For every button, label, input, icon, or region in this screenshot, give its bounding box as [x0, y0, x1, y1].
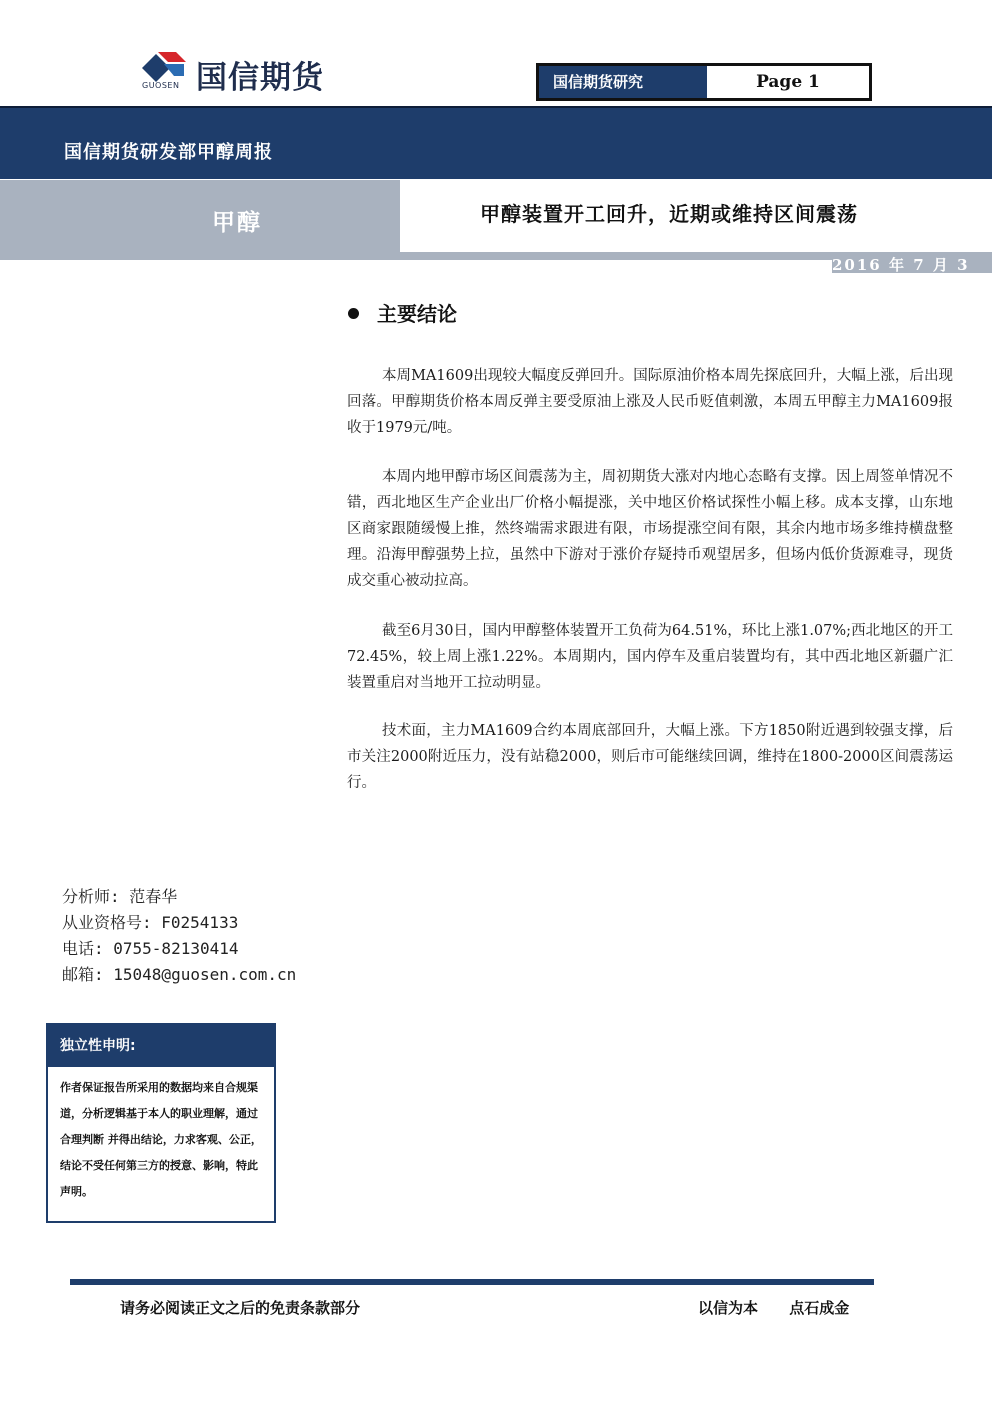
paragraph: 技术面，主力MA1609合约本周底部回升，大幅上涨。下方1850附近遇到较强支撑，后市关注2000附近压力，没有站稳2000，则后市可能继续回调，维持在1800-2000区间震荡运行。	[347, 723, 953, 791]
analyst-name: 分析师: 范春华	[62, 887, 178, 906]
paragraph: 本周MA1609出现较大幅度反弹回升。国际原油价格本周先探底回升，大幅上涨，后出现回落。甲醇期货价格本周反弹主要受原油上涨及人民币贬值刺激，本周五甲醇主力MA1609报收于1979元/吨。	[347, 368, 953, 436]
report-title: 国信期货研发部甲醇周报	[64, 142, 273, 163]
paragraph: 本周内地甲醇市场区间震荡为主，周初期货大涨对内地心态略有支撑。因上周签单情况不错，西北地区生产企业出厂价格小幅提涨，关中地区价格试探性小幅上移。成本支撑，山东地区商家跟随缓慢上推，然终端需求跟进有限，市场提涨空间有限，其余内地市场多维持横盘整理。沿海甲醇强势上拉，虽然中下游对于涨价存疑持币观望居多，但场内低价货源难寻，现货成交重心被动拉高。	[347, 469, 953, 589]
analyst-license: 从业资格号: F0254133	[62, 913, 239, 932]
independence-declaration	[46, 1023, 276, 1223]
logo-subtext: GUOSEN	[142, 81, 180, 90]
declaration-title: 独立性申明:	[48, 1025, 274, 1067]
paragraph: 截至6月30日，国内甲醇整体装置开工负荷为64.51%，环比上涨1.07%;西北地区的开工72.45%，较上周上涨1.22%。本周期内，国内停车及重启装置均有，其中西北地区新疆广汇装置重启对当地开工拉动明显。	[347, 623, 953, 691]
analyst-phone: 电话: 0755-82130414	[62, 939, 239, 958]
disclaimer-notice: 请务必阅读正文之后的免责条款部分	[120, 1299, 361, 1317]
page-number: Page 1	[756, 72, 820, 92]
research-label: 国信期货研究	[539, 66, 707, 98]
bullet-icon	[348, 308, 359, 319]
conclusion-heading-text: 主要结论	[377, 302, 457, 326]
analyst-info	[62, 884, 296, 988]
conclusion-heading	[348, 298, 457, 327]
date-tag	[832, 253, 992, 295]
report-banner	[0, 106, 992, 179]
logo-text: 国信期货	[196, 60, 324, 96]
analyst-email[interactable]: 邮箱: 15048@guosen.com.cn	[62, 965, 297, 984]
section-bar	[0, 180, 992, 260]
footer-rule	[70, 1279, 874, 1285]
declaration-body: 作者保证报告所采用的数据均来自合规渠道，分析逻辑基于本人的职业理解，通过合理判断 并得出结论，力求客观、公正，结论不受任何第三方的授意、影响，特此声明。	[60, 1081, 262, 1198]
company-motto: 以信为本 点石成金	[698, 1299, 850, 1317]
product-tag	[0, 180, 400, 252]
product-label: 甲醇	[212, 210, 262, 236]
report-date: 2016 年 7 月 3 日	[832, 256, 970, 295]
header-box	[536, 63, 872, 101]
headline: 甲醇装置开工回升，近期或维持区间震荡	[480, 202, 858, 226]
company-logo	[140, 48, 370, 96]
